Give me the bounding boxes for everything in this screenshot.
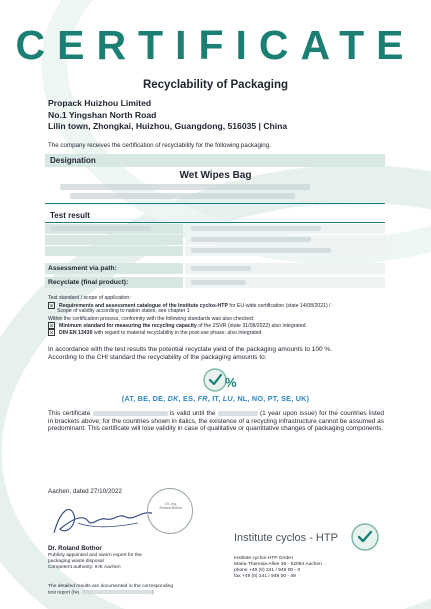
stamp-text (148, 502, 194, 511)
company-name: Propack Huizhou Limited (48, 98, 152, 108)
assessment-row (45, 263, 385, 274)
certificate-subtitle: Recyclability of Packaging (142, 79, 289, 91)
country-italic: FR (197, 394, 208, 403)
accordance-line: In accordance with the test results the potential recyclate yield of the packaging amounts to 100 %. (48, 346, 332, 353)
certificate-title: CERTIFICATE (15, 22, 416, 68)
standard-scope: Scope of validity according to nation states, see chapter 1 (57, 308, 190, 314)
recyclate-row (45, 277, 385, 288)
address-line: Institute cyclos-HTP GmbH (234, 556, 293, 561)
stamp-line: Dr.-Ing. (165, 502, 177, 506)
expert-stamp (147, 488, 193, 534)
signer-details (48, 553, 198, 571)
validity-part: This certificate (48, 410, 91, 417)
country-list (0, 394, 431, 403)
institute-address (234, 556, 322, 580)
accordance-line: According to the CHI standard the recyclability of the packaging amounts to: (48, 353, 267, 361)
product-name: Wet Wipes Bag (179, 170, 252, 181)
signature-icon (48, 493, 158, 541)
address-line: fax +49 (0) 241 / 949 00 - 49 (234, 574, 296, 579)
redacted-text (70, 193, 295, 199)
institute-name: Institute cyclos - HTP (234, 532, 338, 544)
country-text: , IT, (207, 394, 223, 403)
redacted-text (191, 280, 246, 285)
footnote-line: The detailed results are documented in the corresponding (48, 584, 174, 589)
redacted-text (191, 248, 331, 253)
accordance-text (48, 346, 384, 361)
redacted-text (191, 226, 321, 231)
address-line: phone +49 (0) 241 / 949 00 - 0 (234, 568, 301, 573)
designation-heading: Designation (45, 154, 385, 167)
country-italic: LU (222, 394, 233, 403)
signer-name: Dr. Roland Bothor (48, 545, 102, 552)
validity-part: (1 year upon issue) for the countries listed in brackets above; for the countries shown in italics, the existence of a recycling infrastructure cannot be assumed as predominant. This certificate will lose validity in case of qualitative or quantitative changes of packaging components. (48, 410, 384, 433)
validity-part: is valid until the (169, 410, 216, 417)
country-text: (AT, BE, DE, (121, 394, 168, 403)
test-result-table (45, 224, 385, 257)
signer-line: packaging waste disposal (48, 559, 104, 564)
table-row (45, 246, 385, 256)
institute-logo-icon (350, 522, 380, 552)
test-result-heading: Test result (45, 209, 385, 223)
company-street: No.1 Yingshan North Road (48, 109, 157, 120)
standards-note: Within the certification process, conformity with the following standards was also checked: (48, 316, 255, 322)
recyclate-label: Recyclate (final product): (45, 277, 183, 288)
country-text: , ES, (178, 394, 198, 403)
signer-line: Competent authority: IHK Aachen (48, 565, 121, 570)
redacted-text (60, 184, 310, 190)
redacted-text (82, 590, 152, 594)
checkbox-icon: ☒ (49, 323, 54, 328)
divider (45, 203, 385, 204)
recyclability-logo (202, 367, 237, 397)
standard-detail: with regard to material recyclability in the post-use phase: also integrated (93, 329, 262, 336)
standard-detail: for EU-wide certification (state 14/08/2021) / (229, 302, 331, 309)
issue-date: Aachen, dated 27/10/2022 (48, 488, 122, 495)
footnote-line: test report (No. ) (48, 590, 154, 596)
redacted-text (51, 226, 151, 231)
standards-heading: Test standard / scope of application: (48, 295, 131, 301)
signer-line: Publicly appointed and sworn expert for the (48, 553, 142, 558)
redacted-text (191, 237, 311, 242)
intro-text: The company receives the certification of recyclability for the following packaging. (48, 142, 271, 149)
stamp-line: Roland Bothor (159, 506, 183, 511)
checkbox-icon: ☒ (49, 330, 54, 335)
validity-text (48, 410, 384, 433)
footnote (48, 584, 203, 596)
standard-title: Requirements and assessment catalogue of the Institute cyclos-HTP (59, 302, 228, 309)
standard-title: Minimum standard for measuring the recycling capacity (59, 322, 197, 329)
table-row (45, 235, 385, 245)
standard-item (48, 322, 388, 329)
redacted-text (93, 411, 168, 416)
country-text: , NL, NO, PT, SE, UK) (232, 394, 310, 403)
redacted-text (191, 266, 251, 271)
checkbox-icon: ☒ (49, 303, 54, 308)
country-italic: DK (167, 394, 179, 403)
address-line: Maria-Theresia-Allee 35 - 52064 Aachen (234, 562, 322, 567)
percent-sign: % (225, 375, 237, 390)
company-address (48, 98, 287, 133)
standard-detail: of the ZSVR (state 31/08/2022) also integrated (198, 322, 306, 329)
table-row (45, 224, 385, 234)
redacted-text (218, 411, 258, 416)
assessment-label: Assessment via path: (45, 263, 183, 274)
standard-item (48, 329, 388, 336)
company-city: Lilin town, Zhongkai, Huizhou, Guangdong, 516035 | China (48, 121, 288, 131)
standard-title: DIN EN 13430 (59, 329, 93, 336)
